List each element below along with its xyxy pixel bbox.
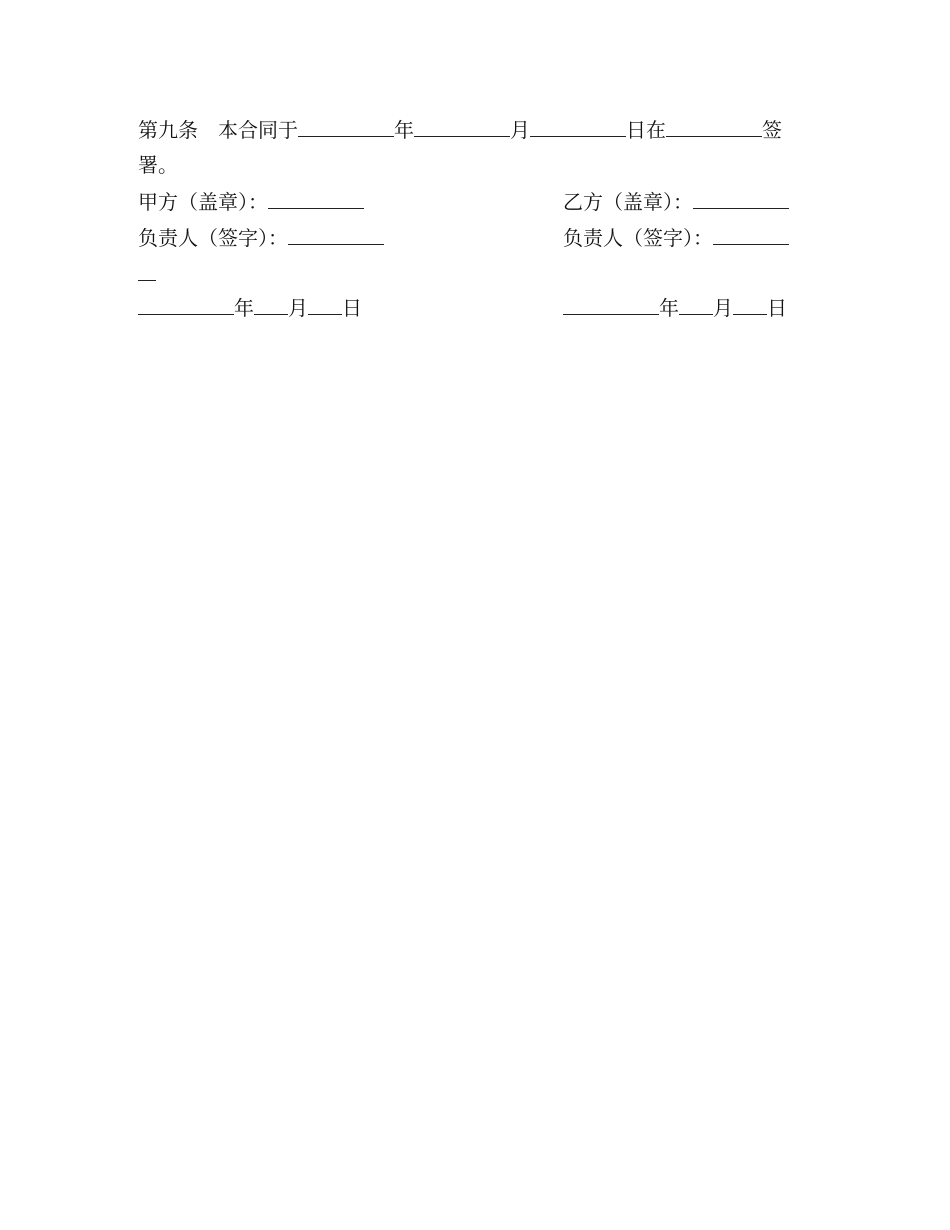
party-b-signer-blank[interactable] — [713, 226, 789, 245]
party-a-signer-line — [138, 226, 384, 250]
party-a-seal-blank[interactable] — [268, 190, 364, 209]
party-b-signer-line — [563, 226, 789, 250]
party-b-month-blank[interactable] — [679, 296, 713, 315]
sign-year-blank[interactable] — [298, 118, 394, 137]
party-b-month-label: 月 — [713, 296, 733, 320]
party-b-signer-blank-continuation[interactable] — [138, 262, 156, 281]
party-a-signer-blank[interactable] — [288, 226, 384, 245]
party-b-day-label: 日 — [767, 296, 787, 320]
party-b-seal-blank[interactable] — [693, 190, 789, 209]
sign-year-label: 年 — [394, 118, 414, 142]
party-a-month-label: 月 — [288, 296, 308, 320]
party-a-day-label: 日 — [342, 296, 362, 320]
party-a-signer-label: 负责人（签字）： — [138, 226, 288, 250]
party-a-day-blank[interactable] — [308, 296, 342, 315]
sign-label-part1: 签 — [762, 118, 782, 142]
sign-day-at-label: 日在 — [626, 118, 666, 142]
article-nine-continuation — [138, 153, 178, 177]
sign-month-label: 月 — [510, 118, 530, 142]
article-nine-line — [138, 118, 782, 142]
sign-label-part2: 署。 — [138, 153, 178, 177]
party-b-date-line — [563, 296, 787, 320]
party-b-day-blank[interactable] — [733, 296, 767, 315]
party-a-month-blank[interactable] — [254, 296, 288, 315]
party-a-seal-line — [138, 190, 364, 214]
party-a-date-line — [138, 296, 362, 320]
party-a-year-label: 年 — [234, 296, 254, 320]
sign-month-blank[interactable] — [414, 118, 510, 137]
sign-day-blank[interactable] — [530, 118, 626, 137]
sign-place-blank[interactable] — [666, 118, 762, 137]
article-prefix: 第九条 本合同于 — [138, 118, 298, 142]
party-b-seal-line — [563, 190, 789, 214]
party-b-seal-label: 乙方（盖章）： — [563, 190, 693, 214]
party-b-signer-label: 负责人（签字）： — [563, 226, 713, 250]
party-b-year-blank[interactable] — [563, 296, 659, 315]
party-a-year-blank[interactable] — [138, 296, 234, 315]
party-b-year-label: 年 — [659, 296, 679, 320]
party-b-signer-blank-wrap — [138, 262, 156, 286]
party-a-seal-label: 甲方（盖章）： — [138, 190, 268, 214]
